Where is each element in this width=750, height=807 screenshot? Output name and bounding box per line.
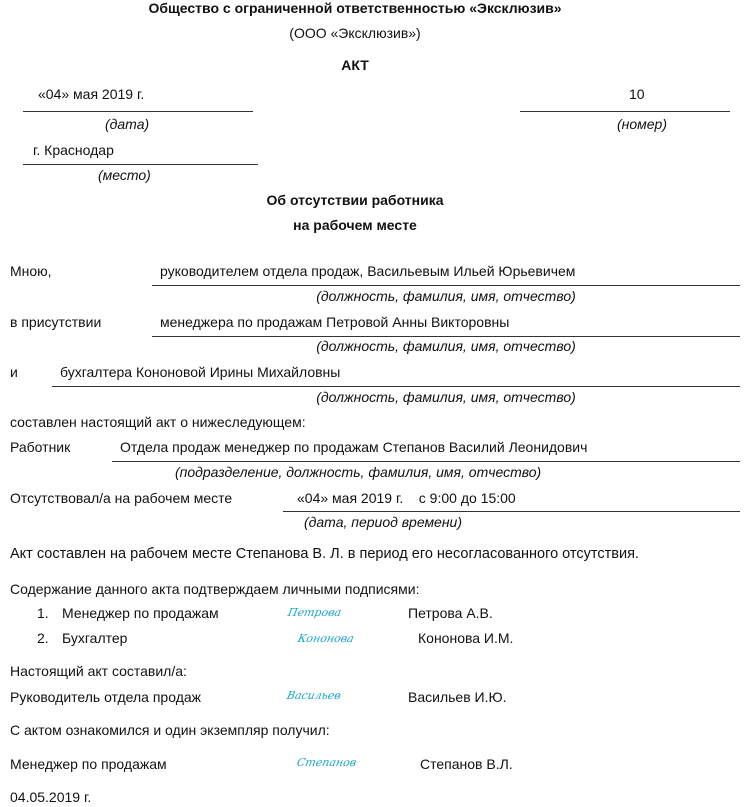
and-rule [52,386,740,387]
subject-line-2: на рабочем месте [293,217,417,233]
absent-value: «04» мая 2019 г. с 9:00 до 15:00 [297,490,516,506]
place-caption: (место) [98,167,151,183]
by-label: Мною, [10,263,52,279]
place-value: г. Краснодар [33,142,114,158]
confirm-title: Содержание данного акта подтверждаем личными подписями: [10,581,420,597]
witness-1-role: Менеджер по продажам [62,605,219,621]
number-rule [520,111,730,112]
and-value: бухгалтера Кононовой Ирины Михайловны [60,364,341,380]
intro-text: составлен настоящий акт о нижеследующем: [10,414,306,430]
acquainted-signature: Степанов [295,756,358,769]
and-caption: (должность, фамилия, имя, отчество) [316,389,576,405]
witness-1-name: Петрова А.В. [408,605,493,621]
employee-caption: (подразделение, должность, фамилия, имя, отчество) [175,464,542,480]
witness-1-number: 1. [37,605,49,621]
witness-2-number: 2. [37,630,49,646]
composer-role: Руководитель отдела продаж [10,689,202,705]
organization-short-name: (ООО «Эксклюзив») [289,25,421,41]
presence-rule [152,336,740,337]
subject-line-1: Об отсутствии работника [266,192,444,208]
presence-label: в присутствии [10,314,102,330]
witness-2-name: Кононова И.М. [418,630,514,646]
date-caption: (дата) [105,116,150,132]
final-date: 04.05.2019 г. [10,789,92,805]
composer-name: Васильев И.Ю. [408,689,507,705]
document-title: АКТ [341,57,369,73]
employee-value: Отдела продаж менеджер по продажам Степанов Василий Леонидович [120,439,588,455]
by-value: руководителем отдела продаж, Васильевым Ильей Юрьевичем [160,263,576,279]
composer-signature: Васильев [285,689,343,702]
place-rule [23,164,258,165]
number-value: 10 [629,86,645,102]
number-caption: (номер) [617,116,667,132]
witness-2-signature: Кононова [296,632,356,645]
acquainted-role: Менеджер по продажам [10,756,167,772]
and-label: и [10,364,18,380]
date-value: «04» мая 2019 г. [38,86,145,102]
witness-1-signature: Петрова [286,606,343,619]
acquainted-title: С актом ознакомился и один экземпляр получил: [10,722,330,738]
date-rule [23,111,253,112]
absent-label: Отсутствовал/а на рабочем месте [10,490,233,506]
witness-2-role: Бухгалтер [62,630,128,646]
composed-title: Настоящий акт составил/а: [10,663,187,679]
absent-caption: (дата, период времени) [304,514,462,530]
by-rule [152,285,740,286]
presence-caption: (должность, фамилия, имя, отчество) [316,338,576,354]
organization-full-name: Общество с ограниченной ответственностью «Эксклюзив» [148,0,562,16]
employee-label: Работник [10,439,71,455]
statement-text: Акт составлен на рабочем месте Степанова В. Л. в период его несогласованного отсутствия. [10,546,639,562]
acquainted-name: Степанов В.Л. [420,756,513,772]
presence-value: менеджера по продажам Петровой Анны Викторовны [160,314,510,330]
employee-rule [112,461,740,462]
absent-rule [283,511,740,512]
by-caption: (должность, фамилия, имя, отчество) [316,288,576,304]
